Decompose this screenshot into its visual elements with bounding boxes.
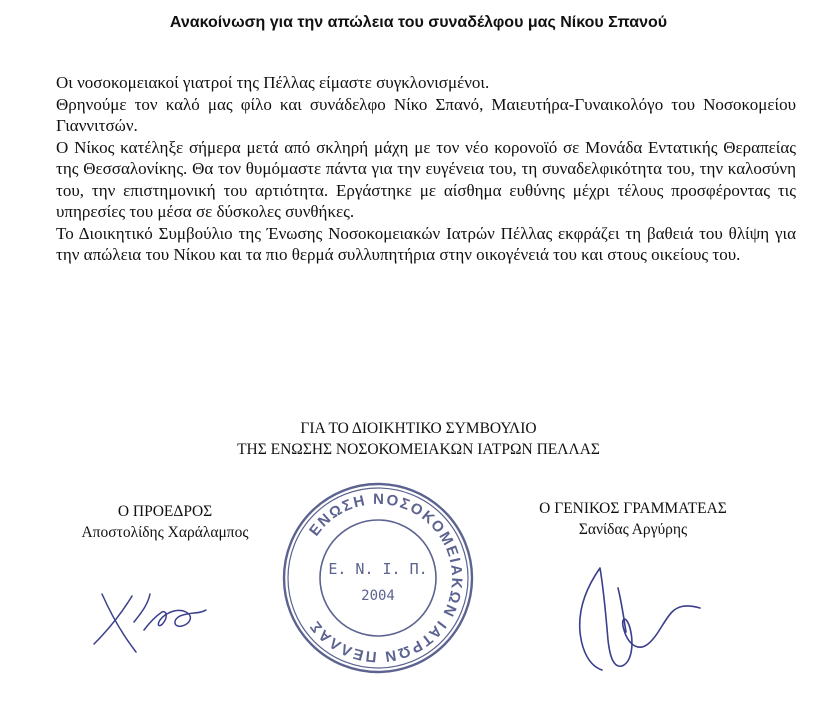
paragraph: Το Διοικητικό Συμβούλιο της Ένωσης Νοσοκομειακών Ιατρών Πέλλας εκφράζει τη βαθειά του θλίψη για την απώλεια του Νίκου και τα πιο θερμά συλλυπητήρια στην οικογένειά του και στους οικείους του. bbox=[56, 223, 796, 264]
stamp-abbrev: Ε. Ν. Ι. Π. bbox=[328, 560, 428, 578]
union-stamp bbox=[278, 478, 478, 678]
president-block bbox=[30, 501, 300, 543]
board-heading bbox=[0, 418, 837, 460]
stamp-ring-text: ΕΝΩΣΗ ΝΟΣΟΚΟΜΕΙΑΚΩΝ ΙΑΤΡΩΝ ΠΕΛΛΑΣ bbox=[305, 490, 466, 666]
signature-stroke bbox=[580, 568, 700, 670]
stamp-ink bbox=[284, 484, 472, 672]
signature-stroke bbox=[94, 594, 206, 652]
announcement-title: Ανακοίνωση για την απώλεια του συναδέλφου μας Νίκου Σπανού bbox=[169, 14, 668, 31]
president-signature bbox=[86, 582, 211, 662]
stamp-outer-ring-2 bbox=[288, 488, 468, 668]
stamp-year: 2004 bbox=[361, 588, 395, 604]
president-name: Αποστολίδης Χαράλαμπος bbox=[81, 524, 249, 541]
president-role: Ο ΠΡΟΕΔΡΟΣ bbox=[117, 503, 213, 520]
secretary-block bbox=[488, 498, 778, 540]
announcement-body bbox=[56, 72, 796, 266]
secretary-name: Σανίδας Αργύρης bbox=[578, 521, 688, 538]
paragraph: Οι νοσοκομειακοί γιατροί της Πέλλας είμαστε συγκλονισμένοι. bbox=[56, 73, 490, 92]
board-heading-line: ΤΗΣ ΕΝΩΣΗΣ ΝΟΣΟΚΟΜΕΙΑΚΩΝ ΙΑΤΡΩΝ ΠΕΛΛΑΣ bbox=[237, 441, 600, 458]
paragraph: Ο Νίκος κατέληξε σήμερα μετά από σκληρή μάχη με τον νέο κορονοϊό σε Μονάδα Εντατικής Θεραπείας της Θεσσαλονίκης. Θα τον θυμόμαστε πάντα για την ευγένεια του, τη συναδελφικότητα του, την καλοσύνη του, την επιστημονική του αρτιότητα. Εργάστηκε με αίσθημα ευθύνης μέχρι τέλους προσφέροντας τις υπηρεσίες του μέσα σε δύσκολες συνθήκες. bbox=[56, 137, 796, 221]
paragraph: Θρηνούμε τον καλό μας φίλο και συνάδελφο Νίκο Σπανό, Μαιευτήρα-Γυναικολόγο του Νοσοκομείου Γιαννιτσών. bbox=[56, 94, 796, 135]
board-heading-line: ΓΙΑ ΤΟ ΔΙΟΙΚΗΤΙΚΟ ΣΥΜΒΟΥΛΙΟ bbox=[300, 420, 537, 437]
secretary-signature bbox=[560, 548, 710, 680]
secretary-role: Ο ΓΕΝΙΚΟΣ ΓΡΑΜΜΑΤΕΑΣ bbox=[539, 500, 727, 517]
stamp-outer-ring bbox=[284, 484, 472, 672]
stamp-inner-ring bbox=[320, 520, 436, 636]
